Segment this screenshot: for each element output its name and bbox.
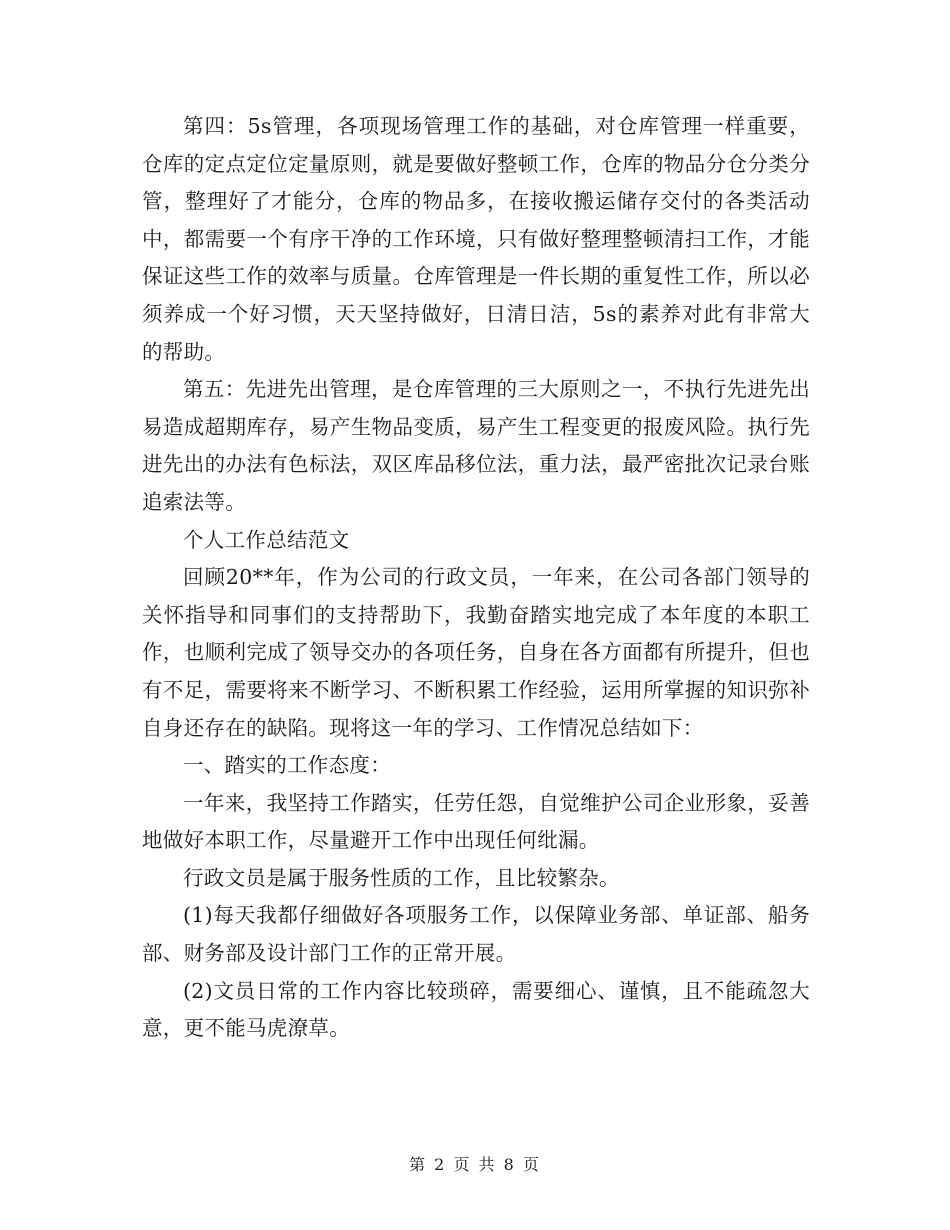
subheading-attitude: 一、踏实的工作态度： (183, 753, 391, 778)
list-item-2: (2)文员日常的工作内容比较琐碎，需要细心、谨慎，且不能疏忽大意，更不能马虎潦草。 (142, 978, 810, 1041)
paragraph-service-nature: 行政文员是属于服务性质的工作，且比较繁杂。 (183, 865, 620, 890)
paragraph-fifo-management: 第五：先进先出管理，是仓库管理的三大原则之一，不执行先进先出易造成超期库存，易产生物品变质，易产生工程变更的报废风险。执行先进先出的办法有色标法，双区库品移位法，重力法，最严密批次记录台账追索法等。 (142, 377, 810, 514)
paragraph-review: 回顾20**年，作为公司的行政文员，一年来，在公司各部门领导的关怀指导和同事们的支持帮助下，我勤奋踏实地完成了本年度的本职工作，也顺利完成了领导交办的各项任务，自身在各方面都有所提升，但也有不足，需要将来不断学习、不断积累工作经验，运用所掌握的知识弥补自身还存在的缺陷。现将这一年的学习、工作情况总结如下： (142, 565, 810, 740)
document-body (142, 108, 810, 1048)
paragraph-diligence: 一年来，我坚持工作踏实，任劳任怨，自觉维护公司企业形象，妥善地做好本职工作，尽量避开工作中出现任何纰漏。 (142, 790, 810, 853)
paragraph-5s-management: 第四：5s管理，各项现场管理工作的基础，对仓库管理一样重要，仓库的定点定位定量原则，就是要做好整顿工作，仓库的物品分仓分类分管，整理好了才能分，仓库的物品多，在接收搬运储存交付的各类活动中，都需要一个有序干净的工作环境，只有做好整理整顿清扫工作，才能保证这些工作的效率与质量。仓库管理是一件长期的重复性工作，所以必须养成一个好习惯，天天坚持做好，日清日洁，5s的素养对此有非常大的帮助。 (142, 114, 810, 364)
list-item-1: (1)每天我都仔细做好各项服务工作，以保障业务部、单证部、船务部、财务部及设计部门工作的正常开展。 (142, 903, 810, 966)
section-heading-summary: 个人工作总结范文 (183, 527, 350, 552)
page-number-footer: 第 2 页 共 8 页 (409, 1155, 541, 1174)
